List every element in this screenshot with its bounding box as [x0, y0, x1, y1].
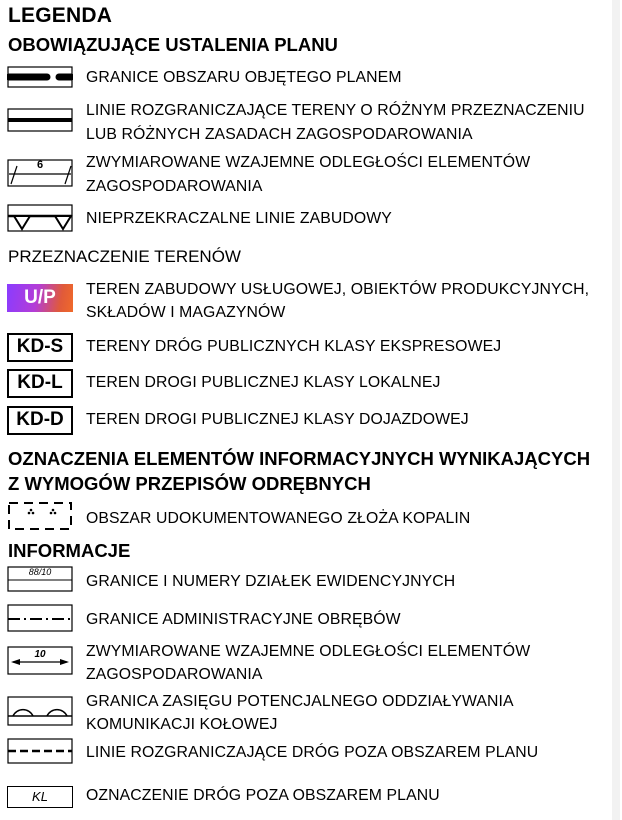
arrow-dimension-icon: [7, 645, 73, 675]
legend-item-text: GRANICA ZASIĘGU POTENCJALNEGO ODDZIAŁYWANIA: [86, 693, 514, 710]
thick-dashed-line-icon: [7, 66, 73, 88]
traffic-impact-line-icon: [7, 696, 73, 726]
legend-item-text: OZNACZENIE DRÓG POZA OBSZAREM PLANU: [86, 787, 440, 804]
section-heading-info: INFORMACJE: [8, 540, 131, 561]
page-edge: [612, 0, 620, 820]
legend-item-text: TEREN DROGI PUBLICZNEJ KLASY LOKALNEJ: [86, 374, 441, 391]
dash-dot-line-icon: [7, 604, 73, 632]
parcel-number: 88/10: [28, 567, 52, 577]
legend-item-text: KOMUNIKACJI KOŁOWEJ: [86, 716, 278, 733]
land-use-code-kdl: KD-L: [7, 369, 73, 398]
section-heading-info-elements-2: Z WYMOGÓW PRZEPISÓW ODRĘBNYCH: [8, 473, 371, 494]
legend-item-text: ZWYMIAROWANE WZAJEMNE ODLEGŁOŚCI ELEMENTÓW: [86, 643, 531, 660]
legend-item-text: OBSZAR UDOKUMENTOWANEGO ZŁOŻA KOPALIN: [86, 510, 471, 527]
road-code-box: KL: [7, 786, 73, 808]
land-use-code-kdd: KD-D: [7, 406, 73, 435]
section-heading-purpose: PRZEZNACZENIE TERENÓW: [8, 247, 241, 266]
legend-item-text: TEREN DROGI PUBLICZNEJ KLASY DOJAZDOWEJ: [86, 411, 469, 428]
legend-item-text: NIEPRZEKRACZALNE LINIE ZABUDOWY: [86, 210, 392, 227]
legend-item-text: GRANICE ADMINISTRACYJNE OBRĘBÓW: [86, 611, 401, 628]
legend-title: LEGENDA: [8, 4, 113, 27]
legend-item-text: GRANICE OBSZARU OBJĘTEGO PLANEM: [86, 69, 402, 86]
legend-item-text: LINIE ROZGRANICZAJĄCE TERENY O RÓŻNYM PRZEZNACZENIU: [86, 102, 585, 119]
section-heading-binding: OBOWIĄZUJĄCE USTALENIA PLANU: [8, 34, 338, 55]
legend-item-text: ZAGOSPODAROWANIA: [86, 666, 263, 683]
legend-item-text: SKŁADÓW I MAGAZYNÓW: [86, 304, 286, 321]
land-use-code-up: U/P: [7, 284, 73, 312]
legend-item-text: GRANICE I NUMERY DZIAŁEK EWIDENCYJNYCH: [86, 573, 456, 590]
dashed-line-icon: [7, 738, 73, 764]
dimension-value: 6: [36, 159, 44, 171]
dimension-line-icon: [7, 156, 73, 188]
section-heading-info-elements: OZNACZENIA ELEMENTÓW INFORMACYJNYCH WYNIKAJĄCYCH: [8, 448, 591, 469]
legend-item-text: LUB RÓŻNYCH ZASADACH ZAGOSPODAROWANIA: [86, 126, 473, 143]
mineral-deposit-icon: [7, 501, 73, 531]
legend-item-text: LINIE ROZGRANICZAJĄCE DRÓG POZA OBSZAREM PLANU: [86, 744, 539, 761]
land-use-code-kds: KD-S: [7, 333, 73, 362]
building-line-icon: [7, 204, 73, 232]
legend-item-text: TERENY DRÓG PUBLICZNYCH KLASY EKSPRESOWEJ: [86, 338, 502, 355]
dimension-value: 10: [34, 649, 46, 660]
parcel-boundary-icon: [7, 566, 73, 592]
legend-item-text: ZAGOSPODAROWANIA: [86, 178, 263, 195]
legend-item-text: TEREN ZABUDOWY USŁUGOWEJ, OBIEKTÓW PRODUKCYJNYCH,: [86, 281, 590, 298]
legend-item-text: ZWYMIAROWANE WZAJEMNE ODLEGŁOŚCI ELEMENTÓW: [86, 154, 531, 171]
thick-solid-line-icon: [7, 108, 73, 132]
